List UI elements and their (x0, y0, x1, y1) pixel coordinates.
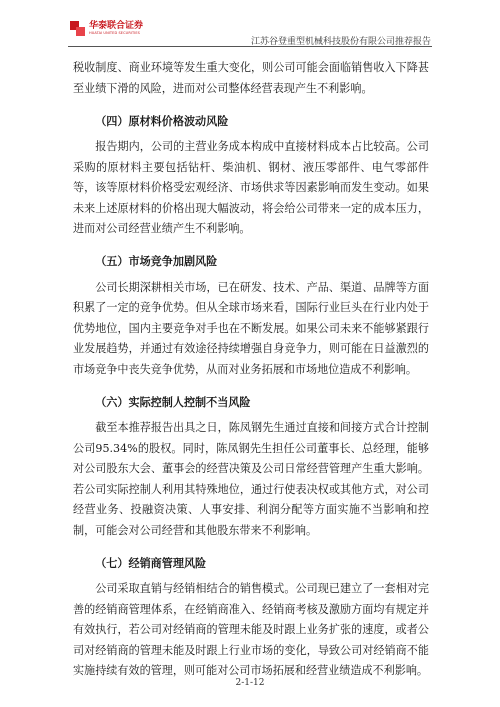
logo-mark-icon (70, 21, 85, 36)
document-title: 江苏谷登重型机械科技股份有限公司推荐报告 (250, 37, 431, 47)
section-heading-raw-material-risk: （四）原材料价格波动风险 (95, 114, 229, 128)
section-body-distributor-risk: 公司采取直销与经销相结合的销售模式。公司现已建立了一套相对完善的经销商管理体系，在经销商准入、经销商考核及激励方面均有规定并有效执行，若公司对经销商的管理未能及时跟上业务扩张的速度，或者公司对经销商的管理未能及时跟上行业市场的变化，导致公司对经销商不能实施持续有效的管理，则可能对公司市场拓展和经营业绩造成不利影响。 (73, 582, 429, 677)
logo-chinese-name: 华泰联合证券 (89, 20, 144, 31)
section-body-competition-risk: 公司长期深耕相关市场，已在研发、技术、产品、渠道、品牌等方面积累了一定的竞争优势。但从全球市场来看，国际行业巨头在行业内处于优势地位，国内主要竞争对手也在不断发展。如果公司未来不能够紧跟行业发展趋势，并通过有效途径持续增强自身竞争力，则可能在日益激烈的市场竞争中丧失竞争优势，从而对业务拓展和市场地位造成不利影响。 (73, 280, 429, 376)
section-body-raw-material-risk: 报告期内，公司的主营业务成本构成中直接材料成本占比较高。公司采购的原材料主要包括钻杆、柴油机、钢材、液压零部件、电气零部件等，该等原材料价格受宏观经济、市场供求等因素影响而发生变动。如果未来上述原材料的价格出现大幅波动，将会给公司带来一定的成本压力，进而对公司经营业绩产生不利影响。 (73, 140, 429, 235)
document-body (73, 58, 429, 682)
company-logo (70, 21, 143, 36)
header-divider (68, 46, 432, 47)
section-body-controller-risk: 截至本推荐报告出具之日，陈凤钢先生通过直接和间接方式合计控制公司95.34%的股权。同时，陈凤钢先生担任公司董事长、总经理，能够对公司股东大会、董事会的经营决策及公司日常经营管理产生重大影响。若公司实际控制人利用其特殊地位，通过行使表决权或其他方式，对公司经营业务、投融资决策、人事安排、利润分配等方面实施不当影响和控制，可能会对公司经营和其他股东带来不利影响。 (73, 421, 429, 537)
section-heading-competition-risk: （五）市场竞争加剧风险 (95, 255, 218, 268)
logo-english-name: HUATAI UNITED SECURITIES (89, 30, 140, 35)
section-heading-controller-risk: （六）实际控制人控制不当风险 (95, 395, 251, 409)
section-heading-distributor-risk: （七）经销商管理风险 (95, 556, 207, 570)
page-number: 2-1-12 (235, 678, 265, 688)
page-header (0, 0, 500, 52)
intro-paragraph: 税收制度、商业环境等发生重大变化，则公司可能会面临销售收入下降甚至业绩下滑的风险，进而对公司整体经营表现产生不利影响。 (73, 61, 429, 95)
